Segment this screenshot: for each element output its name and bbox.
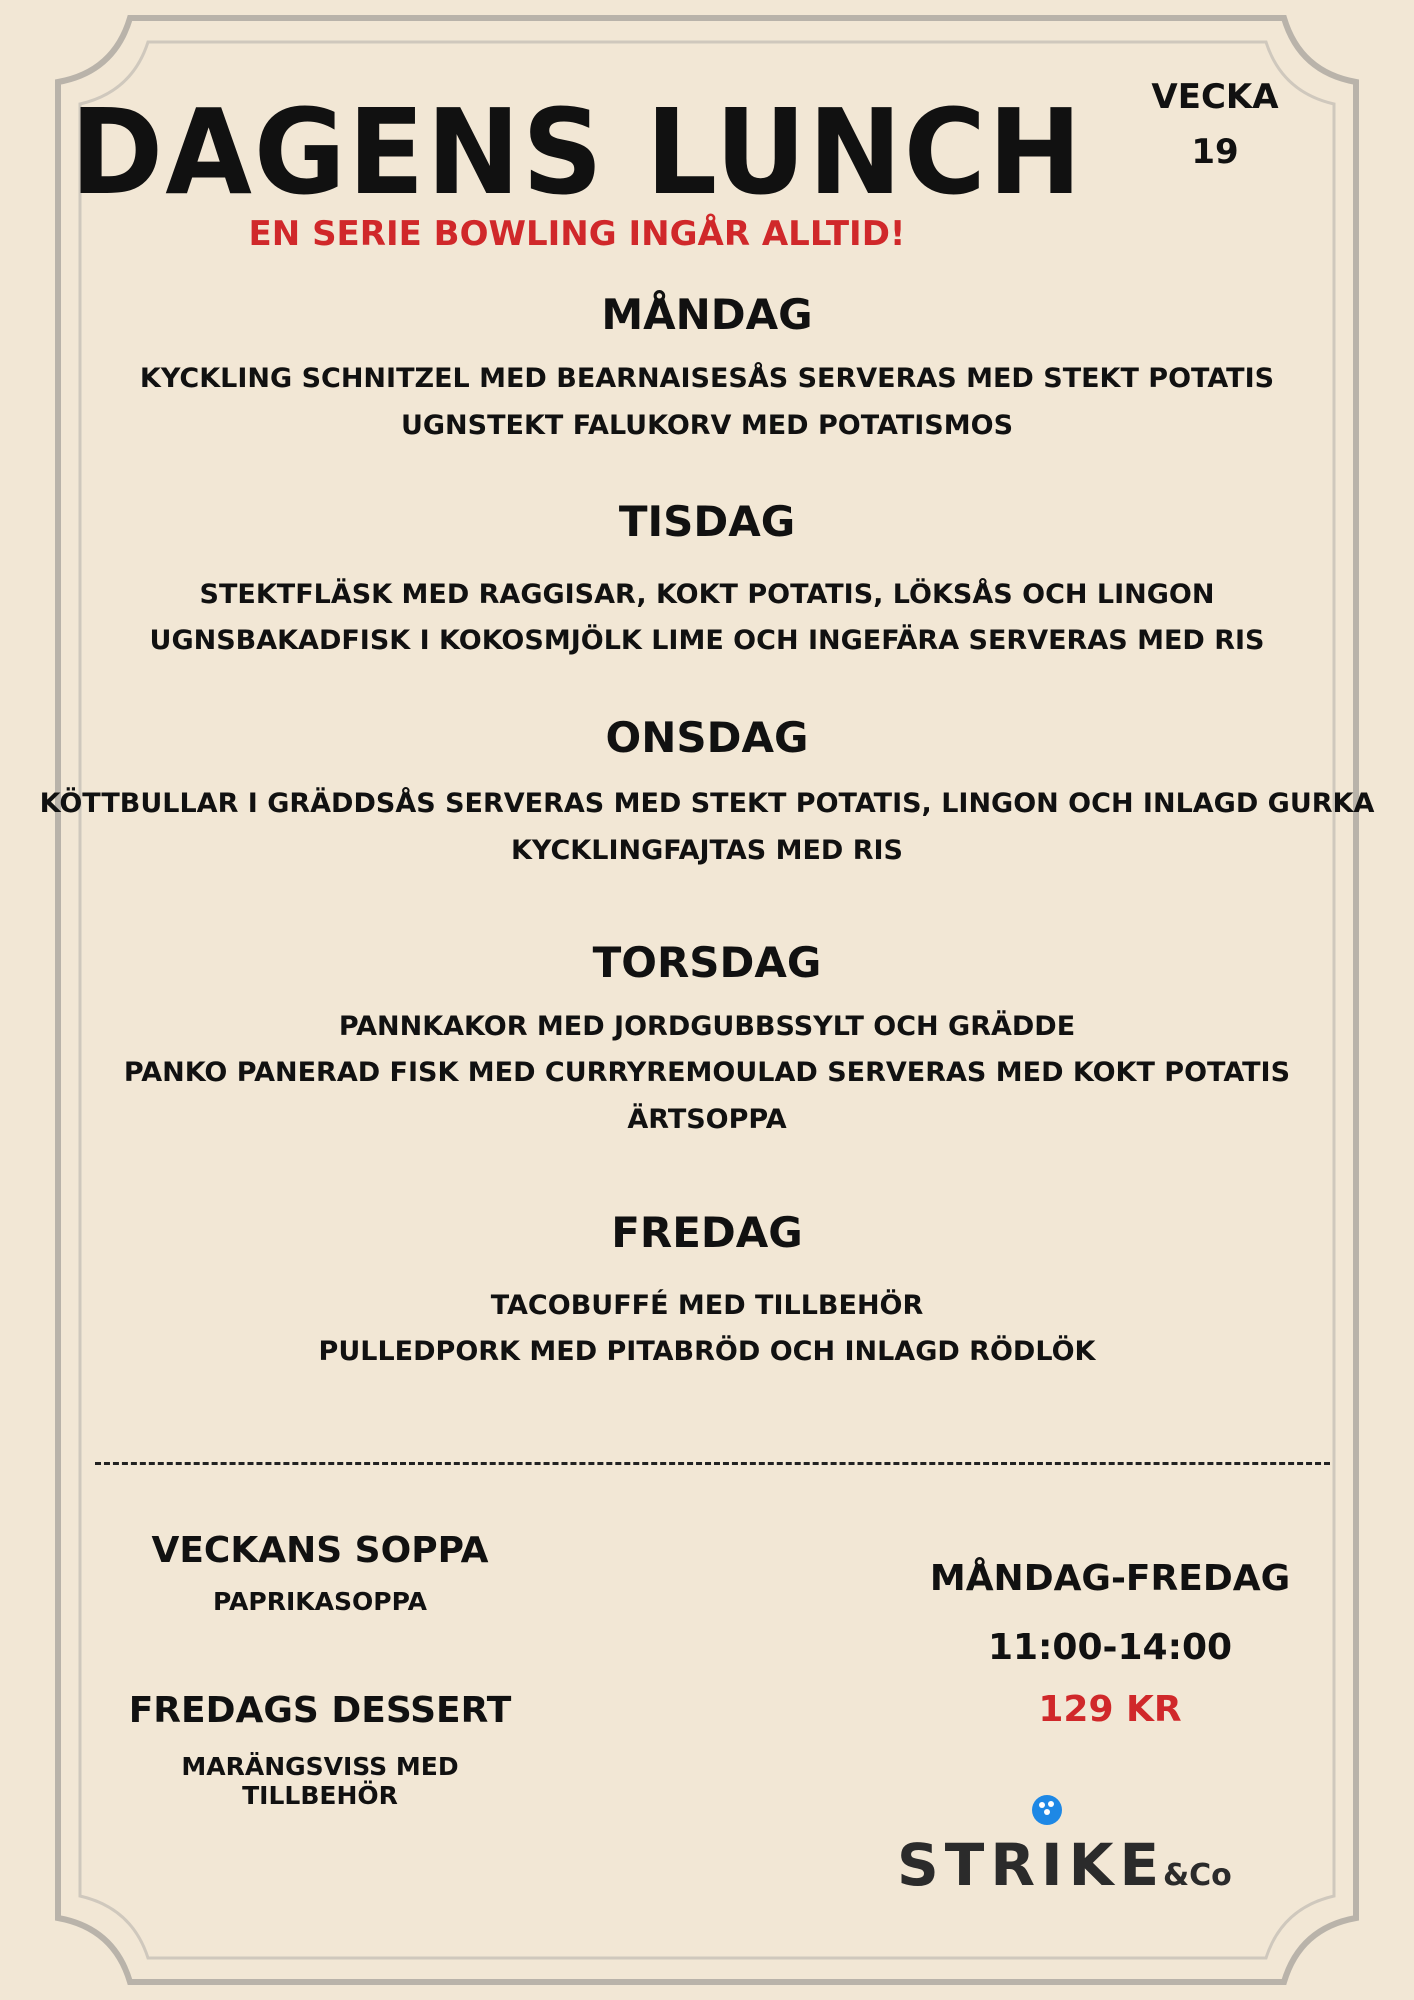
page-title: DAGENS LUNCH bbox=[70, 84, 1084, 222]
week-label: VECKA bbox=[1151, 77, 1279, 117]
section-divider bbox=[95, 1462, 1330, 1465]
dish-item: KYCKLINGFAJTAS MED RIS bbox=[510, 835, 903, 866]
logo-suffix: &Co bbox=[1163, 1858, 1232, 1893]
dish-item: TACOBUFFÉ MED TILLBEHÖR bbox=[490, 1290, 924, 1321]
dessert-heading: FREDAGS DESSERT bbox=[128, 1690, 512, 1731]
price: 129 KR bbox=[1038, 1689, 1182, 1730]
dish-item: STEKTFLÄSK MED RAGGISAR, KOKT POTATIS, LÖKSÅS OCH LINGON bbox=[199, 579, 1215, 610]
dessert-item: MARÄNGSVISS MED TILLBEHÖR bbox=[181, 1752, 459, 1810]
soup-heading: VECKANS SOPPA bbox=[151, 1530, 489, 1571]
strike-logo bbox=[895, 1790, 1255, 1900]
logo-text: STRIKE bbox=[897, 1831, 1166, 1899]
dish-item: PANNKAKOR MED JORDGUBBSSYLT OCH GRÄDDE bbox=[338, 1011, 1076, 1042]
dish-item: ÄRTSOPPA bbox=[627, 1104, 787, 1135]
day-heading-fredag: FREDAG bbox=[611, 1208, 803, 1257]
page-subtitle: EN SERIE BOWLING INGÅR ALLTID! bbox=[248, 214, 906, 254]
dish-item: PULLEDPORK MED PITABRÖD OCH INLAGD RÖDLÖK bbox=[318, 1336, 1096, 1367]
day-heading-mandag: MÅNDAG bbox=[601, 290, 813, 339]
week-number: 19 bbox=[1191, 132, 1239, 172]
dish-item: KÖTTBULLAR I GRÄDDSÅS SERVERAS MED STEKT POTATIS, LINGON OCH INLAGD GURKA bbox=[39, 788, 1375, 819]
dish-item: UGNSBAKADFISK I KOKOSMJÖLK LIME OCH INGEFÄRA SERVERAS MED RIS bbox=[149, 625, 1265, 656]
serving-hours: 11:00-14:00 bbox=[987, 1627, 1233, 1668]
dish-item: KYCKLING SCHNITZEL MED BEARNAISESÅS SERVERAS MED STEKT POTATIS bbox=[139, 363, 1275, 394]
day-heading-onsdag: ONSDAG bbox=[605, 713, 809, 762]
dish-item: UGNSTEKT FALUKORV MED POTATISMOS bbox=[400, 410, 1014, 441]
serving-days: MÅNDAG-FREDAG bbox=[929, 1558, 1291, 1599]
soup-item: PAPRIKASOPPA bbox=[213, 1587, 427, 1616]
day-heading-torsdag: TORSDAG bbox=[592, 938, 822, 987]
dish-item: PANKO PANERAD FISK MED CURRYREMOULAD SERVERAS MED KOKT POTATIS bbox=[123, 1057, 1291, 1088]
day-heading-tisdag: TISDAG bbox=[618, 497, 796, 546]
